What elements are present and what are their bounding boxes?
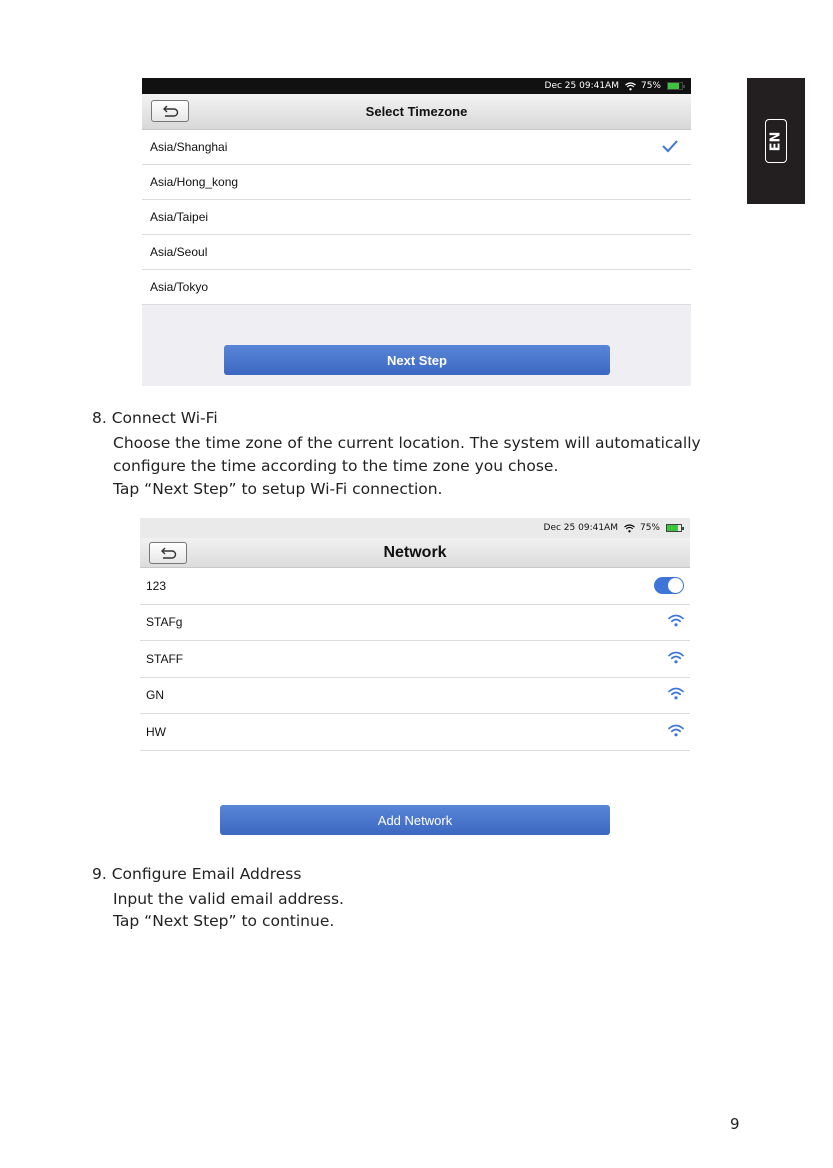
status-datetime: Dec 25 09:41AM (544, 81, 619, 91)
battery-percent: 75% (639, 523, 660, 533)
timezone-item[interactable] (142, 130, 691, 165)
network-label: GN (146, 688, 164, 703)
network-item[interactable] (140, 641, 690, 678)
timezone-label: Asia/Shanghai (150, 140, 228, 154)
step-9-heading: 9. Configure Email Address (92, 865, 302, 883)
timezone-label: Asia/Taipei (150, 210, 209, 224)
timezone-item[interactable] (142, 200, 691, 235)
network-item[interactable] (140, 678, 690, 715)
wifi-icon (668, 614, 684, 630)
timezone-list (142, 130, 691, 305)
wifi-icon (668, 687, 684, 703)
step-8-line: Tap “Next Step” to setup Wi-Fi connection. (113, 480, 443, 498)
language-badge (765, 119, 787, 163)
status-bar (142, 78, 691, 94)
wifi-icon (668, 651, 684, 667)
step-8-line: configure the time according to the time zone you chose. (113, 457, 559, 475)
timezone-item[interactable] (142, 165, 691, 200)
step-8-line: Choose the time zone of the current location. The system will automatically (113, 434, 701, 452)
page-number: 9 (730, 1115, 740, 1133)
battery-icon (667, 82, 683, 90)
checkmark-icon (661, 139, 679, 156)
back-button[interactable] (149, 542, 187, 564)
battery-icon (666, 524, 682, 532)
step-9-line: Input the valid email address. (113, 890, 344, 908)
language-label: EN (768, 131, 784, 151)
add-network-button[interactable]: Add Network (220, 805, 610, 835)
network-label: 123 (146, 578, 167, 593)
back-button[interactable] (151, 100, 189, 122)
back-arrow-icon (161, 105, 179, 117)
step-8-heading: 8. Connect Wi-Fi (92, 409, 218, 427)
screen-title: Network (383, 543, 447, 561)
network-label: STAFF (146, 651, 184, 666)
status-bar (140, 518, 690, 538)
network-item[interactable] (140, 605, 690, 642)
timezone-item[interactable] (142, 235, 691, 270)
language-tab (747, 78, 805, 204)
network-label: STAFg (146, 615, 183, 630)
screen-title: Select Timezone (365, 104, 468, 119)
timezone-label: Asia/Tokyo (150, 280, 209, 294)
network-label: HW (146, 724, 166, 739)
timezone-label: Asia/Hong_kong (150, 175, 239, 189)
timezone-item[interactable] (142, 270, 691, 305)
network-item[interactable] (140, 568, 690, 605)
status-datetime: Dec 25 09:41AM (543, 523, 618, 533)
title-bar (142, 94, 691, 130)
next-step-button[interactable]: Next Step (224, 345, 610, 375)
network-item[interactable] (140, 714, 690, 751)
step-9-line: Tap “Next Step” to continue. (113, 912, 335, 930)
battery-percent: 75% (640, 81, 661, 91)
timezone-label: Asia/Seoul (150, 245, 208, 259)
back-arrow-icon (159, 547, 177, 559)
network-screenshot (140, 518, 690, 840)
title-bar (140, 538, 690, 568)
wifi-status-icon (624, 524, 634, 533)
timezone-screenshot (142, 78, 691, 387)
wifi-icon (668, 724, 684, 740)
wifi-toggle[interactable] (654, 577, 684, 594)
wifi-status-icon (625, 82, 635, 91)
button-area (142, 305, 691, 386)
network-list (140, 568, 690, 751)
